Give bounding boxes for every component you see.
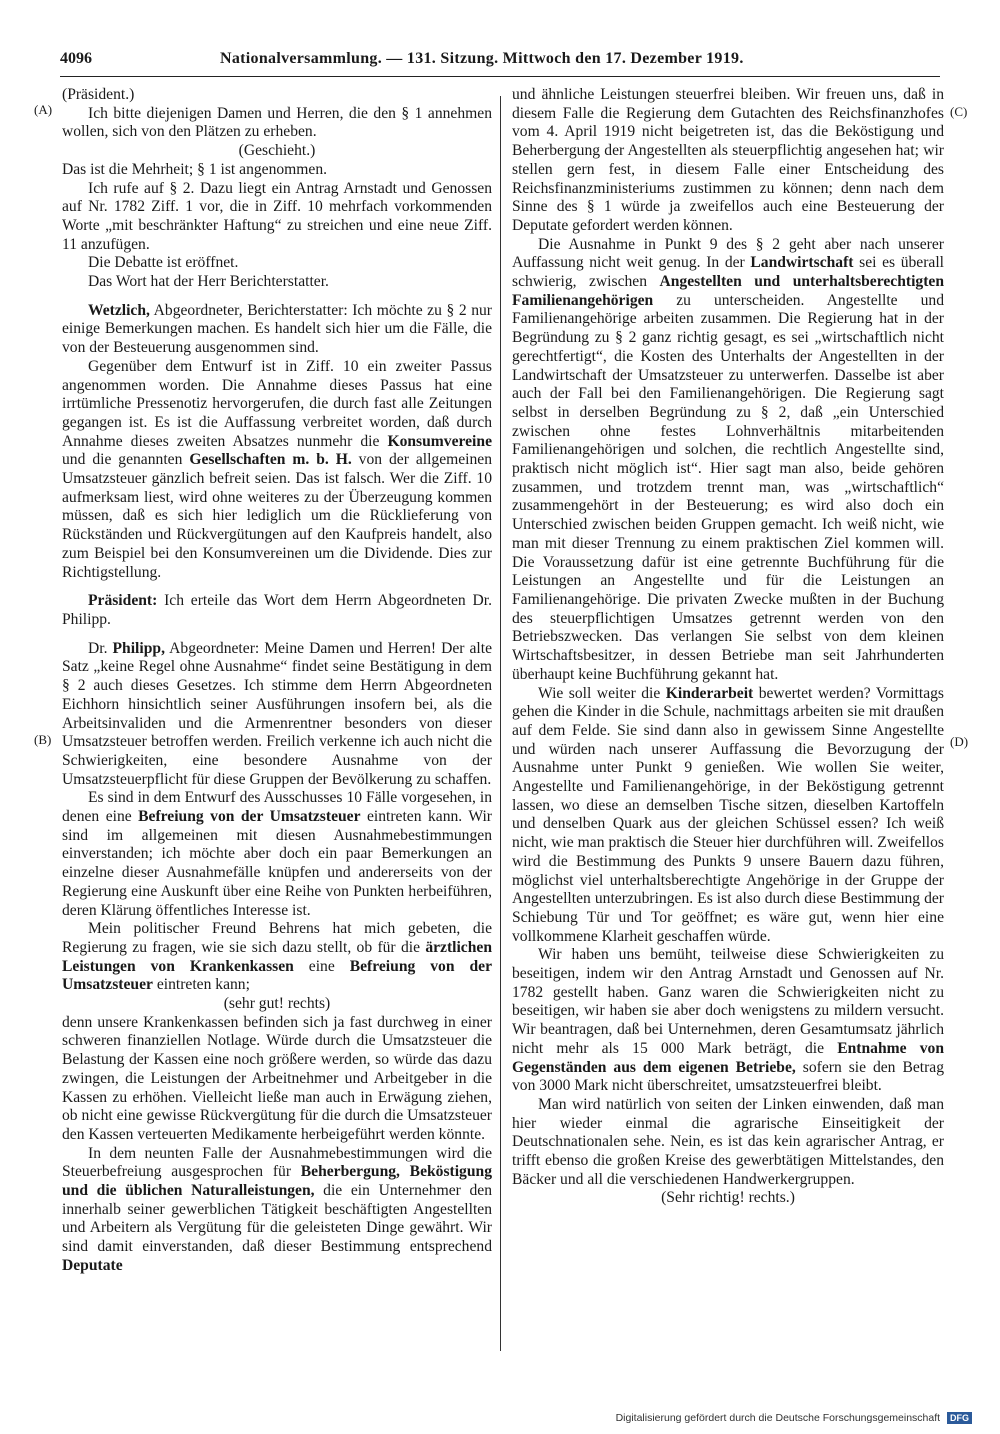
margin-marker-a: (A) — [34, 102, 53, 117]
speaker-name: Philipp, — [112, 639, 165, 657]
interjection: (sehr gut! rechts) — [223, 995, 331, 1013]
header-rule — [60, 76, 940, 77]
paragraph: Ich bitte diejenigen Damen und Herren, die den § 1 annehmen wollen, sich von den Plätzen zu erheben. — [62, 104, 492, 141]
page-header — [60, 50, 940, 74]
dfg-logo: DFG — [947, 1412, 972, 1424]
interjection: (Sehr richtig! rechts.) — [661, 1189, 795, 1207]
margin-marker-b: (B) — [34, 732, 52, 747]
speaker-name: Wetzlich, — [88, 301, 150, 319]
speaker-name: Präsident: — [88, 592, 158, 610]
column-divider — [500, 96, 501, 1351]
digitization-footer — [616, 1412, 972, 1424]
paragraph: Die Debatte ist eröffnet. — [88, 254, 239, 272]
paragraph: Das Wort hat der Herr Berichterstatter. — [88, 273, 329, 291]
footer-text: Digitalisierung gefördert durch die Deutsche Forschungsgemeinschaft — [615, 1412, 941, 1424]
paragraph: Die Ausnahme in Punkt 9 des § 2 geht aber nach unserer Auffassung nicht weit genug. In der Landwirtschaft sei es überall schwierig, zwischen Angestellten und unterhaltsberechtigten Familienangehörigen zu unterscheiden. Angestellte und Familienangehörige arbeiten zusammen. Die Regierung hat in der Begründung zu § 2 ganz richtig gesagt, es sei „wirtschaftlich nicht gerechtfertigt“, die Kosten des Unterhalts der Angestellten in der Landwirtschaft der Umsatzsteuer zu unterwerfen. Dasselbe ist aber auch der Fall bei den Familienangehörigen. Die Regierung sagt selbst in derselben Begründung zu § 2, daß „ein Unterschied zwischen ohne festes Lohnverhältnis mitarbeitenden Familienangehörigen und solchen, die rechtlich Angestellte sind, praktisch nicht möglich ist“. Hier sagt man also, beide gehören zusammen, und trotzdem trennt man, was „wirtschaftlich“ zusammengehört in der Besteuerung; es wird also doch ein Unterschied zwischen beiden Gruppen gemacht. Ich weiß nicht, wie man mit dieser Trennung zu einem praktischen Ziel kommen will. Die Voraussetzung dafür ist eine getrennte Buchführung für die Leistungen an Angestellte und für die Leistungen an Familienangehörige. Die privaten Zwecke mußten in der Buchung des steuerpflichtigen Umsatzes getrennt werden von den Betriebszwecken. Das verlangen Sie selbst von dem kleinen Wirtschaftsbesitzer, in dessen Betriebe man seit Jahrhunderten überhaupt keine Buchführung gekannt hat. — [512, 235, 944, 683]
paragraph: Ich rufe auf § 2. Dazu liegt ein Antrag Arnstadt und Genossen auf Nr. 1782 Ziff. 1 vor, die in Ziff. 10 mehrfach vorkommenden Worte „mit beschränkter Haftung“ zu streichen und eine neue Ziff. 11 anzufügen. — [62, 179, 492, 253]
right-column — [512, 86, 944, 1208]
margin-marker-c: (C) — [950, 104, 968, 119]
paragraph: denn unsere Krankenkassen befinden sich ja fast durchweg in einer schweren finanziellen Notlage. Würde durch die Umsatzsteuer die Belastung der Kassen eine noch größere werden, so würde das dazu zwingen, die Leistungen der Arbeitnehmer und Arbeitgeber in die Kassen zu erhöhen. Vielleicht ließe man auch in Erwägung ziehen, ob nicht eine gewisse Rückvergütung für die durch die Umsatzsteuer den Kassen verteuerten Medikamente herbeigeführt werden könnte. — [62, 1013, 492, 1143]
margin-marker-d: (D) — [950, 734, 969, 749]
paragraph: Wir haben uns bemüht, teilweise diese Schwierigkeiten zu beseitigen, indem wir den Antrag Arnstadt und Genossen auf Nr. 1782 gestellt haben. Ganz waren die Schwierigkeiten nicht zu beseitigen, wir haben sie aber doch wenigstens zu mildern versucht. Wir beantragen, daß bei Unternehmen, deren Gesamtumsatz jährlich nicht mehr als 15 000 Mark beträgt, die Entnahme von Gegenständen aus dem eigenen Betriebe, sofern sie den Betrag von 3000 Mark nicht überschreitet, umsatzsteuerfrei bleibt. — [512, 946, 945, 1095]
page-number: 4096 — [60, 50, 92, 67]
paragraph: In dem neunten Falle der Ausnahmebestimmungen wird die Steuerbefreiung ausgesprochen für Beherbergung, Beköstigung und die üblichen Naturalleistungen, die ein Unternehmer den innerhalb seiner gewerblichen Tätigkeit beschäftigten Angestellten und Arbeitern als Vergütung für die geleisteten Dinge gewährt. Wir sind damit einverstanden, daß dieser Bestimmung entsprechend Deputate — [62, 1144, 492, 1274]
stage-direction: (Geschieht.) — [238, 142, 316, 160]
paragraph: Man wird natürlich von seiten der Linken einwenden, daß man hier wieder einmal die agrarische Einseitigkeit der Deutschnationalen sehe. Nein, es ist das kein agrarischer Antrag, er trifft ebenso die großen Kreise des gewerbtätigen Mittelstandes, den Bäcker und all die verschiedenen Handwerkergruppen. — [512, 1095, 944, 1188]
paragraph: Es sind in dem Entwurf des Ausschusses 10 Fälle vorgesehen, in denen eine Befreiung von der Umsatzsteuer eintreten kann. Wir sind im allgemeinen mit diesen Ausnahmebestimmungen einverstanden; ich möchte aber doch ein paar Bemerkungen an einzelne dieser Ausnahmefälle knüpfen und andererseits von der Regierung eine Auskunft über eine Reihe von Punkten herbeiführen, deren Klärung öffentliches Interesse ist. — [62, 789, 492, 919]
paragraph: Wie soll weiter die Kinderarbeit bewertet werden? Vormittags gehen die Kinder in die Schule, nachmittags arbeiten sie mit draußen auf dem Felde. Sie sind dann also in gewissem Sinne Angestellte und würden nach unserer Auffassung die Bevorzugung der Ausnahme unter Punkt 9 genießen. Wie wollen Sie weiter, Angestellte und Familienangehörige, in der Beköstigung getrennt lassen, wo diese an demselben Tische sitzen, dieselben Kartoffeln und denselben Quark aus der gleichen Schüssel essen? Ich weiß nicht, wie man praktisch die Steuer hier durchführen will. Zweifellos wird die Bestimmung des Punkts 9 unsere Bauern dazu führen, möglichst viel unterhaltsberechtigte Angehörige in der Gruppe der Angestellten unterzubringen. Es ist also durch diese Bestimmung der Schiebung Tür und Tor geöffnet; es wäre gut, wenn hier eine vollkommene Klarheit geschaffen würde. — [512, 684, 945, 945]
paragraph: Mein politischer Freund Behrens hat mich gebeten, die Regierung zu fragen, wie sie sich dazu stellt, ob für die ärztlichen Leistungen von Krankenkassen eine Befreiung von der Umsatzsteuer eintreten kann; — [62, 920, 492, 994]
speech-paragraph: Präsident: Ich erteile das Wort dem Herrn Abgeordneten Dr. Philipp. — [62, 592, 492, 628]
paragraph: Das ist die Mehrheit; § 1 ist angenommen. — [62, 160, 328, 178]
speech-paragraph: Wetzlich, Abgeordneter, Berichterstatter: Ich möchte zu § 2 nur einige Bemerkungen machen. Es handelt sich hier um die Fälle, die von der Besteuerung ausgenommen sind. — [62, 301, 492, 357]
speaker-continuation: (Präsident.) — [62, 86, 135, 103]
paragraph: Gegenüber dem Entwurf ist in Ziff. 10 ein zweiter Passus angenommen worden. Die Annahme dieses Passus hat eine irrtümliche Pressenotiz hervorgerufen, die durch fast alle Zeitungen gegangen ist. Es ist die Auffassung verbreitet worden, daß durch Annahme dieses zweiten Absatzes nunmehr die Konsumvereine und die genannten Gesellschaften m. b. H. von der allgemeinen Umsatzsteuer gänzlich befreit seien. Das ist falsch. Wer die Ziff. 10 aufmerksam liest, wird ohne weiteres zu der Überzeugung kommen müssen, daß es sich hier lediglich um die Rücklieferung von Rückständen und Rückvergütungen auf den Kaufpreis handelt, also zum Beispiel bei den Konsumvereinen um die Dividende. Dies zur Richtigstellung. — [62, 357, 493, 581]
speech-paragraph: Dr. Philipp, Abgeordneter: Meine Damen und Herren! Der alte Satz „keine Regel ohne Ausnahme“ findet seine Bestätigung in dem § 2 auch dieses Gesetzes. Ich stimme dem Herrn Abgeordneten Eichhorn hinsichtlich seiner Ausführungen insofern bei, als die Arbeitsinvaliden und die Armenrentner besonders von dieser Umsatzsteuer betroffen werden. Freilich verkenne ich auch nicht die Schwierigkeiten, eine besondere Ausnahme von der Umsatzsteuerpflicht für diese Gruppen der Bevölkerung zu schaffen. — [62, 639, 493, 788]
paragraph: und ähnliche Leistungen steuerfrei bleiben. Wir freuen uns, daß in diesem Falle die Regierung dem Gutachten des Reichsfinanzhofes vom 4. April 1919 nicht beigetreten ist, das die Beköstigung und Beherbergung der Angestellten als steuerpflichtig angesehen hat; wir stellen gern fest, in diesem Falle einer Entscheidung des Reichsfinanzministeriums zustimmen zu können; denn nach dem Sinne des § 1 würde ja zweifellos auch eine Besteuerung der Deputate gefordert werden können. — [512, 86, 944, 234]
left-column — [62, 86, 492, 1276]
running-title: Nationalversammlung. — 131. Sitzung. Mittwoch den 17. Dezember 1919. — [220, 50, 744, 67]
